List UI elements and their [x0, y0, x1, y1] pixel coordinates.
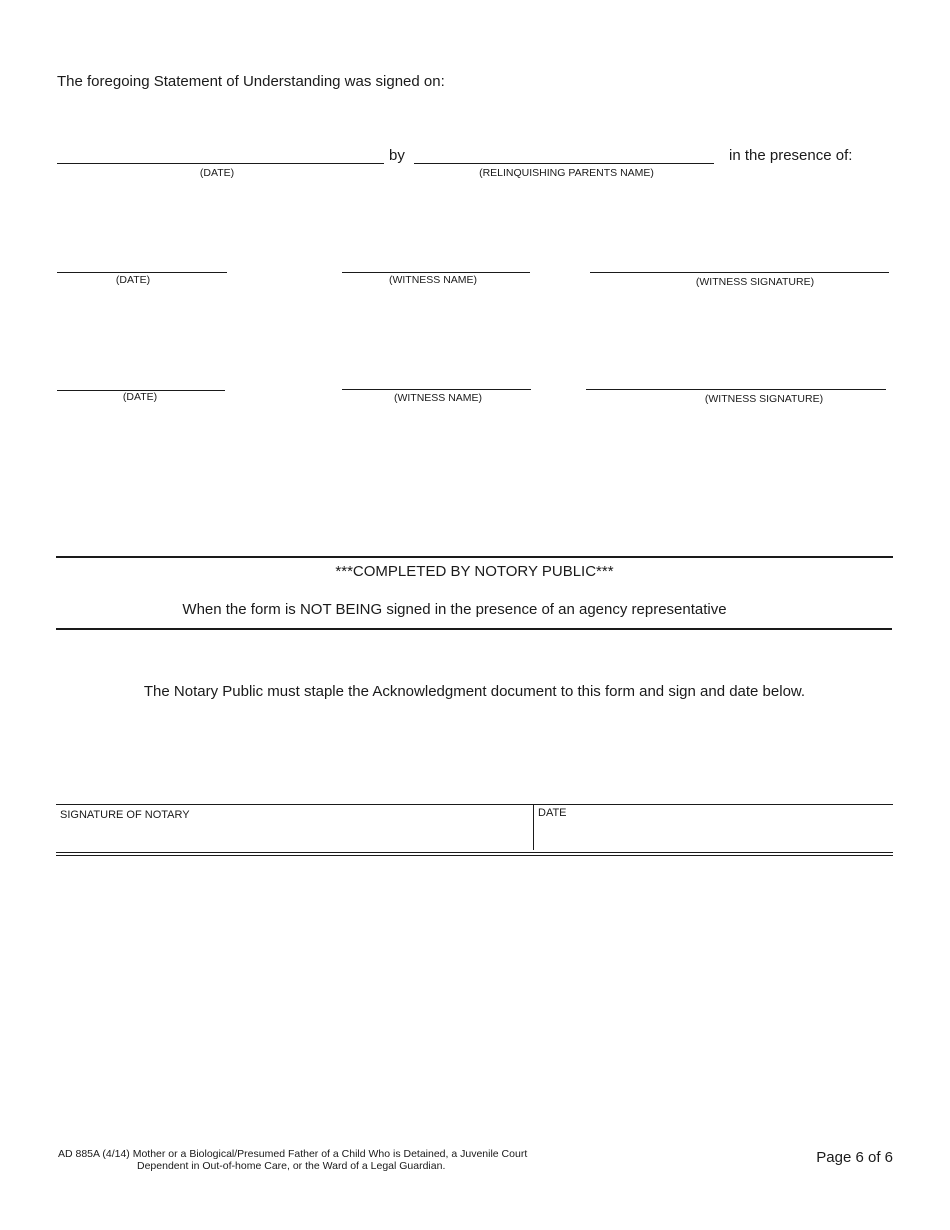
witness-2-date-label: (DATE) — [122, 391, 158, 403]
witness-2-signature-field[interactable] — [586, 389, 886, 390]
notary-bottom-rule — [56, 628, 892, 630]
notary-subheading: When the form is NOT BEING signed in the presence of an agency representative — [182, 601, 727, 618]
witness-1-signature-field[interactable] — [590, 272, 889, 273]
presence-text: in the presence of: — [729, 147, 853, 164]
statement-date-field[interactable] — [57, 163, 384, 164]
witness-1-signature-label: (WITNESS SIGNATURE) — [695, 276, 815, 288]
footer-form-id — [58, 1148, 527, 1172]
statement-date-label: (DATE) — [199, 167, 235, 179]
notary-date-field[interactable] — [534, 805, 893, 852]
notary-instruction: The Notary Public must staple the Acknowledgment document to this form and sign and date below. — [143, 683, 806, 700]
notary-signature-label: SIGNATURE OF NOTARY — [60, 809, 190, 821]
parent-name-field[interactable] — [414, 163, 714, 164]
notary-double-rule — [56, 855, 893, 856]
notary-signature-field[interactable] — [56, 805, 533, 852]
notary-signature-box — [56, 804, 893, 853]
footer-form-line1: AD 885A (4/14) Mother or a Biological/Presumed Father of a Child Who is Detained, a Juvenile Court — [58, 1148, 528, 1160]
statement-by-text: by — [389, 147, 405, 164]
statement-intro: The foregoing Statement of Understanding was signed on: — [57, 73, 445, 90]
parent-name-label: (RELINQUISHING PARENTS NAME) — [479, 167, 654, 179]
notary-heading: ***COMPLETED BY NOTORY PUBLIC*** — [335, 563, 614, 580]
notary-date-label: DATE — [538, 807, 567, 819]
witness-2-name-label: (WITNESS NAME) — [393, 392, 483, 404]
witness-2-signature-label: (WITNESS SIGNATURE) — [704, 393, 824, 405]
witness-1-name-label: (WITNESS NAME) — [388, 274, 478, 286]
witness-1-date-field[interactable] — [57, 272, 227, 273]
notary-top-rule — [56, 556, 893, 558]
witness-1-date-label: (DATE) — [115, 274, 151, 286]
witness-1-name-field[interactable] — [342, 272, 530, 273]
witness-2-name-field[interactable] — [342, 389, 531, 390]
page-number: Page 6 of 6 — [816, 1149, 893, 1166]
footer-form-line2: Dependent in Out-of-home Care, or the Ward of a Legal Guardian. — [137, 1160, 446, 1172]
